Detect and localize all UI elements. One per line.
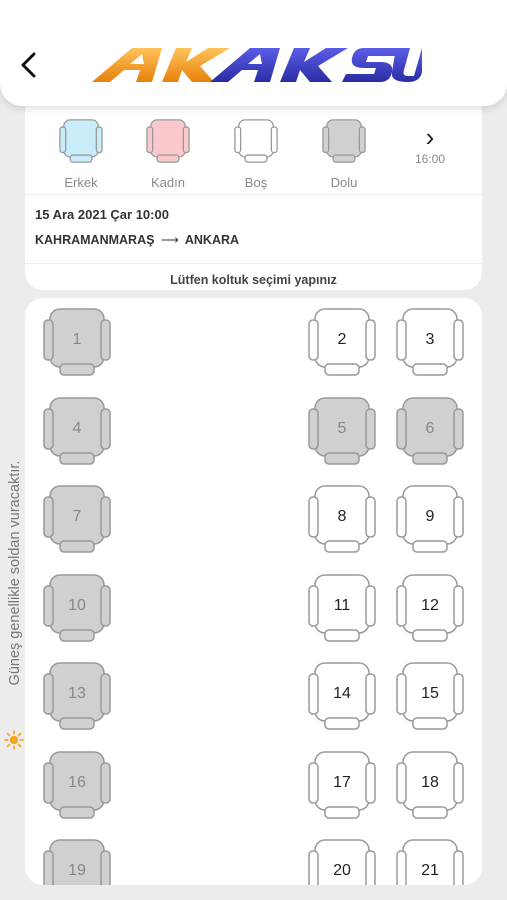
legend-empty [226,118,286,190]
seat-number: 11 [333,597,351,614]
legend-label: Erkek [64,175,98,190]
legend-label: Boş [244,175,268,190]
seat-15[interactable] [395,660,465,732]
seat-number: 10 [68,597,86,614]
empty-seat-icon [233,118,279,164]
seat-number: 18 [421,774,439,791]
female-seat-icon [145,118,191,164]
seat-14[interactable] [307,660,377,732]
seat-20[interactable] [307,837,377,885]
legend-label: Dolu [330,175,358,190]
seat-12[interactable] [395,572,465,644]
seat-17[interactable] [307,749,377,821]
seat-2[interactable] [307,306,377,378]
origin: KAHRAMANMARAŞ [35,233,155,247]
seat-number: 5 [337,420,347,437]
sun-note-text: Güneş genellikle soldan vuracaktır. [7,460,23,686]
arrow-right-icon: ⟶ [160,233,179,247]
seat-5[interactable] [307,395,377,467]
brand-logo [92,42,422,86]
seat-number: 7 [72,508,82,525]
seat-selection-prompt: Lütfen koltuk seçimi yapınız [170,273,337,287]
seat-number: 3 [425,331,435,348]
app-header [0,0,507,106]
seat-3[interactable] [395,306,465,378]
trip-details [25,195,482,263]
seat-number: 13 [68,685,86,702]
seat-number: 21 [421,862,439,879]
seat-number: 19 [68,862,86,879]
seat-9[interactable] [395,483,465,555]
seat-1[interactable] [42,306,112,378]
seat-16[interactable] [42,749,112,821]
legend-label: Kadın [151,175,185,190]
seat-13[interactable] [42,660,112,732]
seat-number: 15 [421,685,439,702]
seat-number: 8 [337,508,347,525]
seat-8[interactable] [307,483,377,555]
trip-info-card [25,96,482,290]
legend-full [314,118,374,190]
seat-number: 1 [72,331,82,348]
sun-direction-note [0,420,28,760]
seat-6[interactable] [395,395,465,467]
seat-11[interactable] [307,572,377,644]
seat-legend [25,106,482,194]
seat-4[interactable] [42,395,112,467]
seat-map [25,298,482,885]
trip-date: 15 Ara 2021 Çar 10:00 [35,207,169,222]
sun-icon [4,730,24,750]
legend-female [138,118,198,190]
full-seat-icon [321,118,367,164]
trip-route [35,232,472,247]
seat-18[interactable] [395,749,465,821]
seat-number: 4 [72,420,82,437]
seat-number: 6 [425,420,435,437]
chevron-left-icon [14,48,44,82]
legend-male [51,118,111,190]
chevron-right-icon: › [425,122,435,152]
male-seat-icon [58,118,104,164]
seat-10[interactable] [42,572,112,644]
back-button[interactable] [14,48,44,82]
next-trip-time: 16:00 [414,152,446,166]
seat-7[interactable] [42,483,112,555]
seat-19[interactable] [42,837,112,885]
seat-number: 9 [425,508,435,525]
seat-number: 16 [68,774,86,791]
seat-number: 14 [333,685,351,702]
seat-number: 20 [333,862,351,879]
seat-number: 12 [421,597,439,614]
next-trip-button[interactable] [410,122,450,166]
seat-number: 17 [333,774,351,791]
destination: ANKARA [184,233,240,247]
seat-number: 2 [337,331,347,348]
seat-21[interactable] [395,837,465,885]
